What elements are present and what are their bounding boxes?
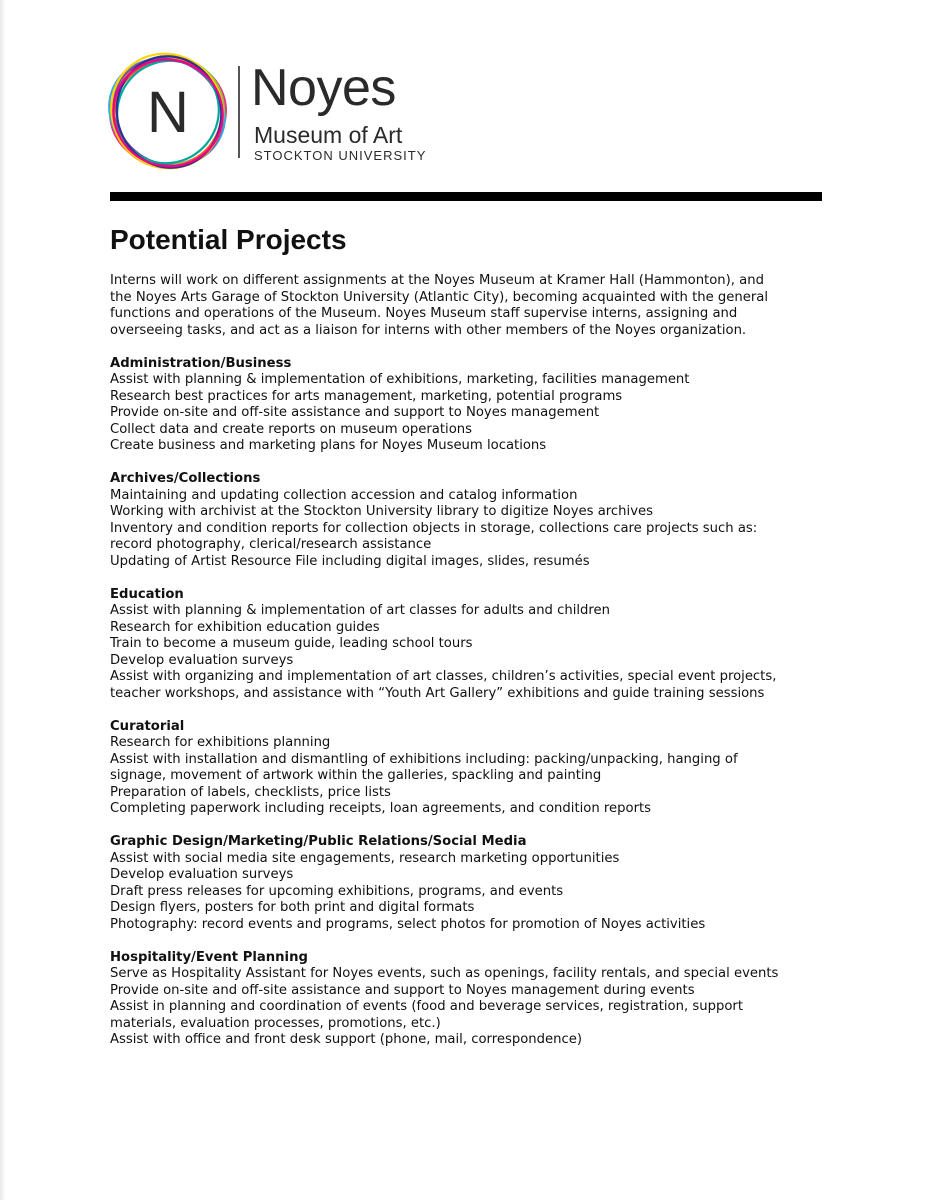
section-heading: Education	[110, 586, 184, 602]
page-edge-shadow	[0, 0, 6, 1200]
header-rule	[110, 192, 822, 201]
list-item: Draft press releases for upcoming exhibitions, programs, and events	[110, 883, 564, 899]
list-item: Provide on-site and off-site assistance and support to Noyes management during events	[110, 982, 695, 998]
list-item: Provide on-site and off-site assistance and support to Noyes management	[110, 405, 600, 420]
list-item: materials, evaluation processes, promotions, etc.)	[110, 1015, 441, 1031]
list-item: Research for exhibitions planning	[110, 735, 331, 750]
page-title: Potential Projects	[110, 224, 347, 255]
section-hospitality-event-planning	[110, 950, 822, 1049]
list-item: Assist in planning and coordination of events (food and beverage services, registration, support	[110, 999, 743, 1014]
list-item: Train to become a museum guide, leading school tours	[110, 636, 473, 651]
list-item: Photography: record events and programs, select photos for promotion of Noyes activities	[110, 916, 706, 932]
list-item: Assist with planning & implementation of art classes for adults and children	[110, 603, 611, 618]
intro-line: functions and operations of the Museum. Noyes Museum staff supervise interns, assigning and	[110, 306, 738, 321]
museum-logo	[104, 52, 427, 172]
intro-line: overseeing tasks, and act as a liaison for interns with other members of the Noyes organization.	[110, 322, 747, 338]
section-graphic-design-marketing	[110, 834, 822, 933]
logo-name: Noyes	[251, 59, 396, 117]
section-heading: Archives/Collections	[110, 471, 261, 486]
list-item: signage, movement of artwork within the galleries, spackling and painting	[110, 768, 602, 783]
logo-subtitle: Museum of Art	[254, 122, 403, 148]
logo-circle-mark	[104, 52, 232, 172]
section-heading: Graphic Design/Marketing/Public Relations/Social Media	[110, 834, 527, 849]
intro-paragraph	[110, 273, 822, 339]
list-item: Serve as Hospitality Assistant for Noyes events, such as openings, facility rentals, and special events	[110, 966, 779, 981]
list-item: Updating of Artist Resource File including digital images, slides, resumés	[110, 553, 590, 569]
list-item: Create business and marketing plans for Noyes Museum locations	[110, 438, 547, 453]
section-heading: Administration/Business	[110, 355, 292, 371]
list-item: teacher workshops, and assistance with “Youth Art Gallery” exhibitions and guide training sessions	[110, 685, 765, 701]
document-body	[110, 273, 822, 1049]
list-item: Design flyers, posters for both print and digital formats	[110, 900, 475, 915]
logo-divider	[238, 66, 240, 158]
logo-university: STOCKTON UNIVERSITY	[254, 148, 427, 163]
list-item: Assist with office and front desk support (phone, mail, correspondence)	[110, 1032, 582, 1047]
list-item: Collect data and create reports on museum operations	[110, 421, 473, 437]
section-heading: Curatorial	[110, 718, 185, 734]
list-item: Working with archivist at the Stockton University library to digitize Noyes archives	[110, 504, 653, 519]
section-archives-collections	[110, 471, 822, 570]
section-curatorial	[110, 719, 822, 818]
logo-letter: N	[147, 80, 189, 145]
intro-line: Interns will work on different assignments at the Noyes Museum at Kramer Hall (Hammonton), and	[110, 273, 764, 288]
list-item: Completing paperwork including receipts, loan agreements, and condition reports	[110, 801, 652, 816]
list-item: Develop evaluation surveys	[110, 652, 294, 668]
list-item: Maintaining and updating collection accession and catalog information	[110, 487, 578, 503]
list-item: Inventory and condition reports for collection objects in storage, collections care projects such as:	[110, 520, 758, 536]
section-education	[110, 587, 822, 703]
list-item: Assist with installation and dismantling of exhibitions including: packing/unpacking, hanging of	[110, 751, 738, 767]
list-item: Research best practices for arts management, marketing, potential programs	[110, 388, 623, 404]
list-item: Develop evaluation surveys	[110, 867, 294, 882]
list-item: record photography, clerical/research assistance	[110, 537, 432, 552]
section-heading: Hospitality/Event Planning	[110, 949, 308, 965]
list-item: Assist with planning & implementation of exhibitions, marketing, facilities management	[110, 372, 690, 387]
list-item: Preparation of labels, checklists, price lists	[110, 784, 391, 800]
list-item: Assist with social media site engagements, research marketing opportunities	[110, 850, 620, 866]
intro-line: the Noyes Arts Garage of Stockton University (Atlantic City), becoming acquainted with the general	[110, 289, 769, 305]
list-item: Research for exhibition education guides	[110, 619, 380, 635]
list-item: Assist with organizing and implementation of art classes, children’s activities, special event projects,	[110, 669, 777, 684]
section-administration-business	[110, 356, 822, 455]
